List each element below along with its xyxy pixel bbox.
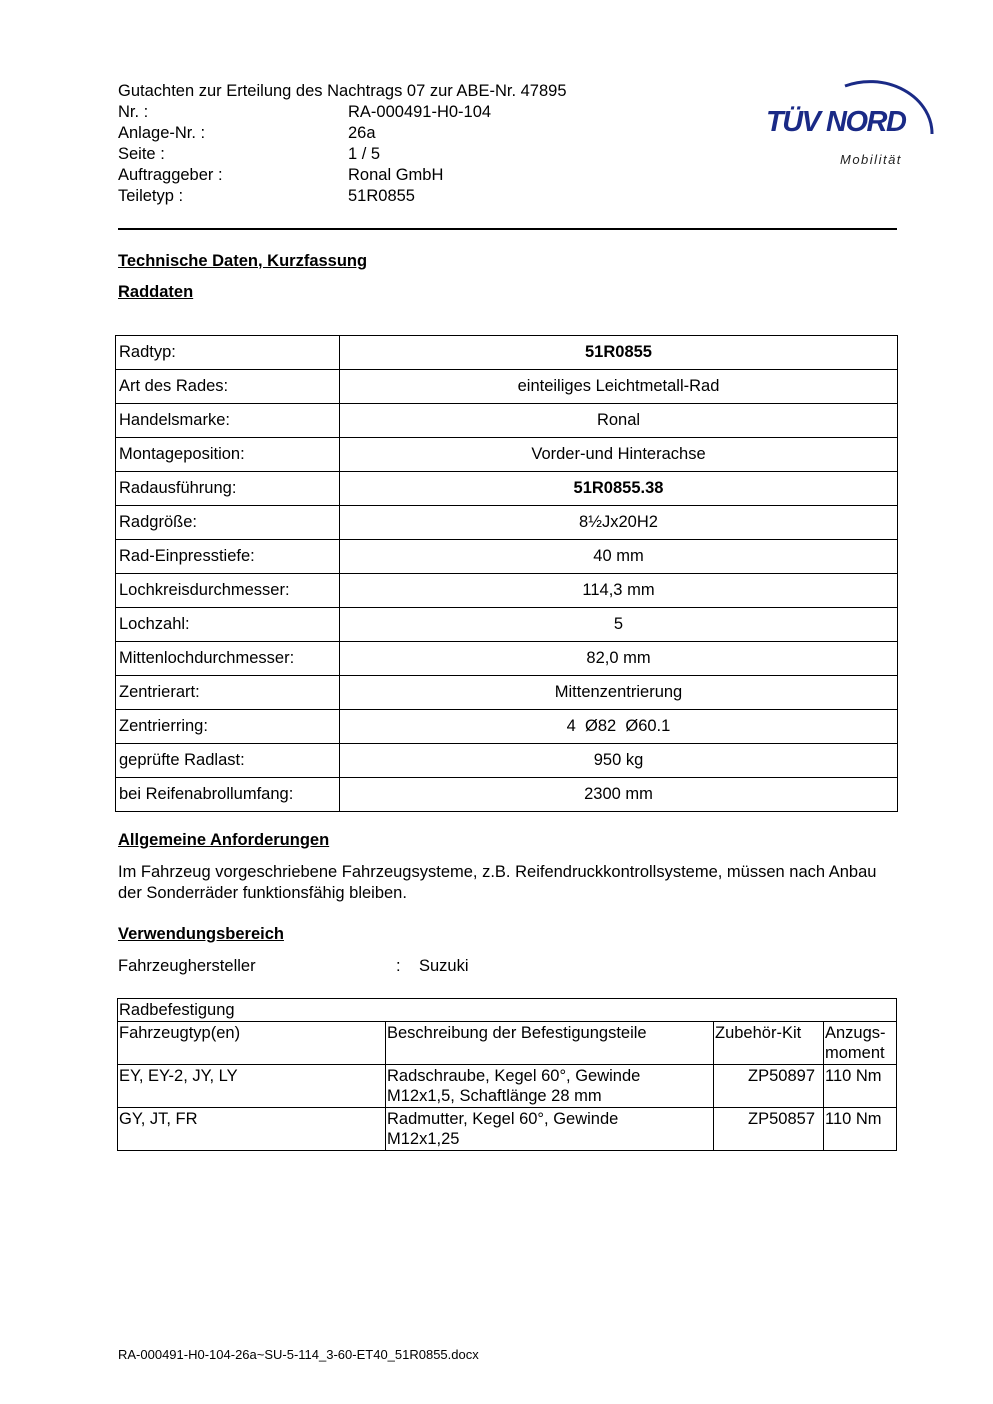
table-row [116, 438, 898, 472]
wheel-label: Zentrierring: [116, 710, 340, 744]
header-value: 26a [348, 124, 376, 142]
cell-fahrzeugtyp: EY, EY-2, JY, LY [118, 1065, 386, 1108]
wheel-label: geprüfte Radlast: [116, 744, 340, 778]
wheel-label: Montageposition: [116, 438, 340, 472]
wheel-value: 51R0855 [340, 336, 898, 370]
wheel-value: 5 [340, 608, 898, 642]
fastening-table [117, 998, 897, 1151]
table-row [116, 574, 898, 608]
table-row [116, 540, 898, 574]
table-row [118, 1108, 897, 1151]
wheel-label: Radgröße: [116, 506, 340, 540]
header-row-seite [118, 144, 567, 165]
cell-desc-line2: M12x1,5, Schaftlänge 28 mm [387, 1087, 602, 1105]
wheel-label: Mittenlochdurchmesser: [116, 642, 340, 676]
header-row-teiletyp [118, 186, 567, 207]
header-label: Seite : [118, 145, 165, 163]
wheel-value: 950 kg [340, 744, 898, 778]
wheel-value: Vorder-und Hinterachse [340, 438, 898, 472]
wheel-label: Lochzahl: [116, 608, 340, 642]
logo-wordmark: TÜV NORD [766, 106, 906, 138]
header-value: RA-000491-H0-104 [348, 103, 492, 121]
maker-value: Suzuki [419, 957, 469, 975]
header-value: 1 / 5 [348, 145, 381, 163]
cell-desc-line1: Radmutter, Kegel 60°, Gewinde [387, 1110, 619, 1128]
cell-fahrzeugtyp: GY, JT, FR [118, 1108, 386, 1151]
wheel-value: 8½Jx20H2 [340, 506, 898, 540]
cell-beschreibung [386, 1108, 714, 1151]
logo-subtitle: Mobilität [840, 152, 902, 167]
wheel-value: einteiliges Leichtmetall-Rad [340, 370, 898, 404]
header-anzugsmoment [824, 1022, 897, 1065]
header-value: Ronal GmbH [348, 166, 444, 184]
header-row-auftraggeber [118, 165, 567, 186]
wheel-value: 2300 mm [340, 778, 898, 812]
header-label: Anlage-Nr. : [118, 124, 206, 142]
header-label: Teiletyp : [118, 187, 184, 205]
document-header [118, 81, 567, 207]
wheel-value: 114,3 mm [340, 574, 898, 608]
header-zubehoer-kit: Zubehör-Kit [714, 1022, 824, 1065]
header-value: 51R0855 [348, 187, 415, 205]
table-row [116, 744, 898, 778]
heading-tech-data: Technische Daten, Kurzfassung [118, 252, 368, 270]
table-row [116, 676, 898, 710]
vehicle-maker-row [118, 957, 469, 976]
cell-anzugsmoment: 110 Nm [824, 1065, 897, 1108]
heading-raddaten: Raddaten [118, 283, 194, 301]
table-row [116, 710, 898, 744]
heading-allgemein: Allgemeine Anforderungen [118, 831, 330, 849]
wheel-label: Rad-Einpresstiefe: [116, 540, 340, 574]
wheel-value: 82,0 mm [340, 642, 898, 676]
cell-beschreibung [386, 1065, 714, 1108]
header-row-nr [118, 102, 567, 123]
table-row [116, 778, 898, 812]
wheel-label: bei Reifenabrollumfang: [116, 778, 340, 812]
heading-verwendung: Verwendungsbereich [118, 925, 284, 943]
table-row [116, 404, 898, 438]
wheel-label: Zentrierart: [116, 676, 340, 710]
document-footer-filename: RA-000491-H0-104-26a~SU-5-114_3-60-ET40_51R0855.docx [118, 1347, 479, 1362]
header-label: Auftraggeber : [118, 166, 223, 184]
maker-label: Fahrzeughersteller [118, 957, 256, 975]
wheel-label: Handelsmarke: [116, 404, 340, 438]
table-caption-row [118, 999, 897, 1022]
wheel-value: 40 mm [340, 540, 898, 574]
table-row [118, 1065, 897, 1108]
wheel-value: 51R0855.38 [340, 472, 898, 506]
cell-zubehoer-kit: ZP50897 [714, 1065, 824, 1108]
fastening-caption: Radbefestigung [118, 999, 897, 1022]
header-anzugsmoment-line1: Anzugs- [825, 1024, 886, 1042]
header-anzugsmoment-line2: moment [825, 1044, 885, 1062]
wheel-value: Mittenzentrierung [340, 676, 898, 710]
document-title: Gutachten zur Erteilung des Nachtrags 07 zur ABE-Nr. 47895 [118, 82, 567, 100]
table-row [116, 336, 898, 370]
cell-anzugsmoment: 110 Nm [824, 1108, 897, 1151]
tuv-nord-logo [760, 56, 945, 176]
wheel-value: Ronal [340, 404, 898, 438]
requirements-text: Im Fahrzeug vorgeschriebene Fahrzeugsysteme, z.B. Reifendruckkontrollsysteme, müssen nach Anbau der Sonderräder funktionsfähig bleiben. [118, 863, 877, 902]
wheel-label: Lochkreisdurchmesser: [116, 574, 340, 608]
wheel-value: 4 Ø82 Ø60.1 [340, 710, 898, 744]
header-fahrzeugtyp: Fahrzeugtyp(en) [118, 1022, 386, 1065]
wheel-data-table [115, 335, 898, 812]
table-row [116, 642, 898, 676]
table-row [116, 370, 898, 404]
cell-desc-line1: Radschraube, Kegel 60°, Gewinde [387, 1067, 641, 1085]
wheel-label: Radausführung: [116, 472, 340, 506]
cell-zubehoer-kit: ZP50857 [714, 1108, 824, 1151]
table-header-row [118, 1022, 897, 1065]
header-divider [118, 228, 897, 230]
header-beschreibung: Beschreibung der Befestigungsteile [386, 1022, 714, 1065]
header-row-anlage [118, 123, 567, 144]
table-row [116, 506, 898, 540]
maker-colon: : [396, 957, 401, 975]
cell-desc-line2: M12x1,25 [387, 1130, 460, 1148]
header-label: Nr. : [118, 103, 149, 121]
wheel-label: Radtyp: [116, 336, 340, 370]
table-row [116, 608, 898, 642]
table-row [116, 472, 898, 506]
wheel-label: Art des Rades: [116, 370, 340, 404]
